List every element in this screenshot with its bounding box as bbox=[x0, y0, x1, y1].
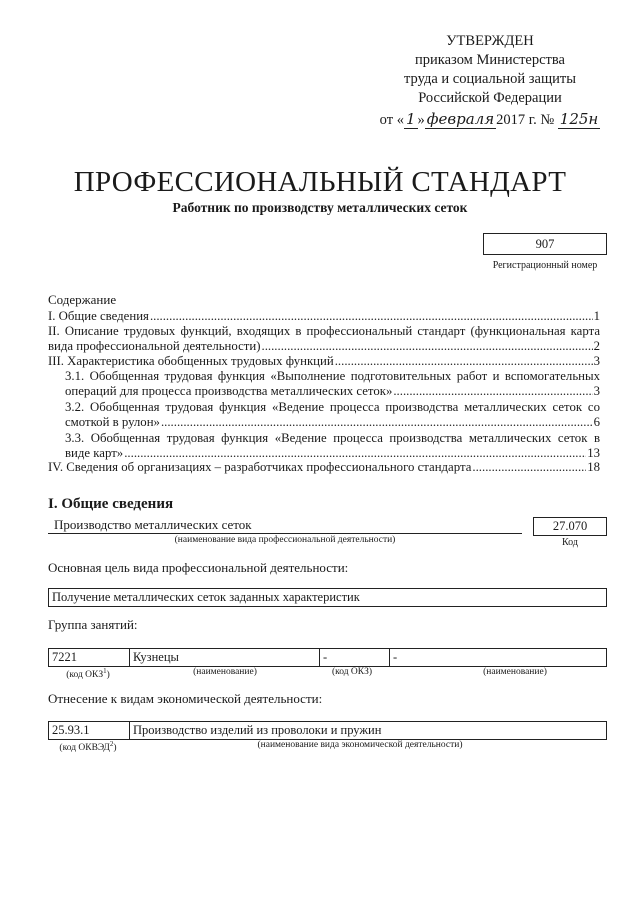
toc-item-text: операций для процесса производства металлических сеток» bbox=[65, 384, 393, 398]
toc-item-3-2[interactable] bbox=[65, 400, 600, 430]
registration-label: Регистрационный номер bbox=[492, 260, 598, 271]
group-table bbox=[48, 648, 607, 667]
toc-item-text: вида профессиональной деятельности) bbox=[48, 339, 261, 353]
activity-code: 27.070 bbox=[533, 517, 607, 536]
toc-item-text: IV. Сведения об организациях – разработчиках профессионального стандарта bbox=[48, 460, 472, 474]
toc-item-text-line1: 3.1. Обобщенная трудовая функция «Выполнение подготовительных работ и вспомогательных bbox=[65, 369, 600, 383]
date-year: 2017 г. № bbox=[496, 112, 555, 128]
toc-item-1[interactable] bbox=[48, 309, 600, 324]
caption-okz-1: (код ОКЗ$^1$) bbox=[66, 667, 110, 681]
approval-block bbox=[370, 32, 610, 130]
toc-item-text: смоткой в рулон» bbox=[65, 415, 160, 429]
toc-item-page: 6 bbox=[593, 415, 600, 429]
toc-item-text-line1: II. Описание трудовых функций, входящих в профессиональный стандарт (функциональная карта bbox=[48, 324, 600, 338]
date-month: февраля bbox=[426, 110, 495, 128]
toc-item-text-line1: 3.2. Обобщенная трудовая функция «Ведение процесса производства металлических сеток со bbox=[65, 400, 600, 414]
group-name-2: - bbox=[389, 649, 606, 666]
okved-code: 25.93.1 bbox=[52, 723, 90, 737]
toc-item-3-1[interactable] bbox=[65, 369, 600, 399]
group-okz-1: 7221 bbox=[52, 650, 77, 664]
toc-item-2[interactable] bbox=[48, 324, 600, 354]
economic-label: Отнесение к видам экономической деятельности: bbox=[48, 691, 323, 706]
order-number: 125н bbox=[559, 110, 599, 128]
approval-line-2: труда и социальной защиты bbox=[404, 71, 576, 87]
section-title: I. Общие сведения bbox=[48, 496, 174, 512]
document-subtitle: Работник по производству металлических сеток bbox=[172, 200, 468, 215]
code-caption: Код bbox=[562, 537, 578, 548]
date-prefix: от « bbox=[379, 112, 404, 128]
registration-number-box: 907 bbox=[483, 233, 607, 255]
toc-item-4[interactable] bbox=[48, 460, 600, 475]
toc-item-page: 1 bbox=[593, 309, 600, 323]
toc-item-text-line1: 3.3. Обобщенная трудовая функция «Ведение процесса производства металлических сеток в bbox=[65, 431, 600, 445]
approval-date-line bbox=[370, 110, 610, 130]
caption-okved-name: (наименование вида экономической деятельности) bbox=[257, 740, 463, 750]
toc-item-3-3[interactable] bbox=[65, 431, 600, 461]
date-day: 1 bbox=[405, 110, 416, 128]
group-okz-2: - bbox=[319, 649, 389, 666]
group-name-1: Кузнецы bbox=[129, 649, 319, 666]
toc-item-page: 2 bbox=[593, 339, 600, 353]
approval-title: УТВЕРЖДЕН bbox=[446, 33, 534, 49]
caption-okz-2: (код ОКЗ) bbox=[331, 667, 373, 677]
okved-name: Производство изделий из проволоки и пружин bbox=[129, 722, 606, 739]
toc-item-page: 13 bbox=[587, 446, 600, 460]
group-label: Группа занятий: bbox=[48, 617, 138, 632]
toc-item-text: I. Общие сведения bbox=[48, 309, 149, 323]
toc-item-page: 3 bbox=[593, 354, 600, 368]
activity-caption: (наименование вида профессиональной деятельности) bbox=[174, 535, 396, 545]
document-title: ПРОФЕССИОНАЛЬНЫЙ СТАНДАРТ bbox=[73, 166, 567, 198]
toc-item-text: виде карт» bbox=[65, 446, 124, 460]
caption-name-2: (наименование) bbox=[483, 667, 547, 677]
approval-line-3: Российской Федерации bbox=[418, 90, 562, 106]
economic-table bbox=[48, 721, 607, 740]
toc-item-page: 18 bbox=[587, 460, 600, 474]
goal-label: Основная цель вида профессиональной деятельности: bbox=[48, 560, 349, 575]
toc-heading: Содержание bbox=[48, 292, 117, 307]
activity-underline bbox=[48, 533, 522, 534]
caption-name-1: (наименование) bbox=[193, 667, 257, 677]
date-mid: » bbox=[417, 112, 425, 128]
goal-box bbox=[48, 588, 607, 607]
caption-okved: (код ОКВЭД$^2$) bbox=[59, 740, 117, 754]
toc-item-text: III. Характеристика обобщенных трудовых функций bbox=[48, 354, 334, 368]
toc-item-page: 3 bbox=[593, 384, 600, 398]
goal-value: Получение металлических сеток заданных характеристик bbox=[52, 590, 360, 604]
toc-item-3[interactable] bbox=[48, 354, 600, 369]
activity-name: Производство металлических сеток bbox=[54, 517, 252, 532]
approval-line-1: приказом Министерства bbox=[415, 52, 565, 68]
